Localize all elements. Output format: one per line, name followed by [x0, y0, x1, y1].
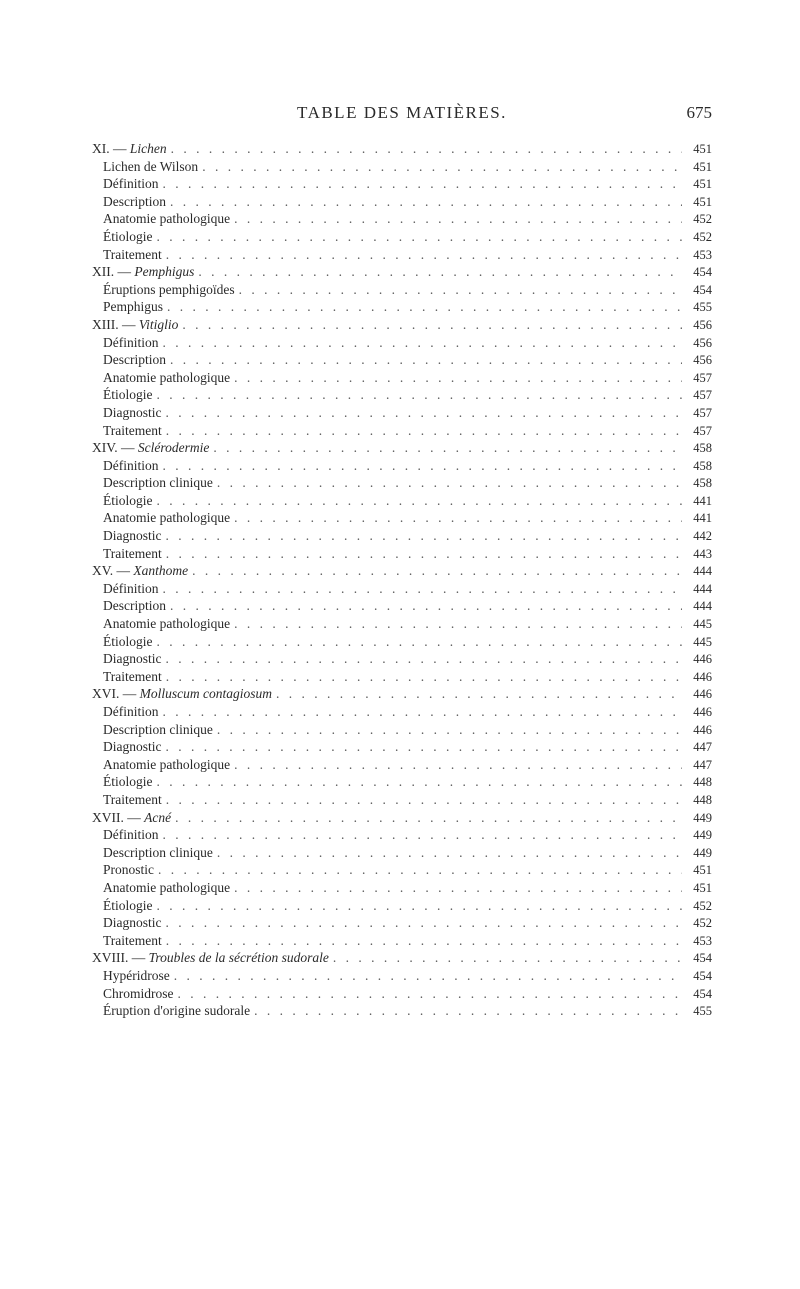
toc-entry: [92, 281, 712, 299]
toc-entry: [92, 756, 712, 774]
toc-entry-label: Définition: [103, 704, 159, 719]
chapter-number: XIII. —: [92, 316, 139, 332]
toc-page-number: 444: [693, 581, 712, 596]
toc-page-number: 444: [693, 599, 712, 614]
toc-entry-label: [92, 263, 194, 281]
chapter-title: Troubles de la sécrétion sudorale: [148, 950, 329, 966]
toc-entry: [92, 509, 712, 527]
dot-leader: [234, 615, 682, 633]
toc-page-number: 452: [693, 229, 712, 244]
toc-page-number: 457: [693, 388, 712, 403]
toc-entry-label: Étiologie: [103, 897, 153, 913]
dot-leader: [166, 650, 683, 668]
toc-entry: [92, 246, 712, 264]
dot-leader: [163, 703, 683, 721]
toc-entry: [92, 914, 712, 932]
toc-page-number: 448: [693, 775, 712, 790]
toc-page-number: 441: [693, 493, 712, 508]
toc-entry-label: Pronostic: [103, 862, 155, 878]
dot-leader: [202, 158, 682, 176]
toc-entry-label: Diagnostic: [103, 739, 162, 755]
dot-leader: [166, 527, 683, 545]
toc-entry-label: Définition: [103, 457, 159, 473]
toc-entry-label: [92, 949, 329, 967]
page-title: TABLE DES MATIÈRES.: [297, 103, 507, 122]
toc-entry: [92, 897, 712, 915]
toc-entry-label: Traitement: [103, 932, 162, 948]
dot-leader: [157, 492, 683, 510]
toc-entry: [92, 721, 712, 739]
toc-page-number: 457: [693, 370, 712, 385]
toc-page-number: 453: [693, 933, 712, 948]
toc-entry: [92, 298, 712, 316]
toc-page-number: 446: [693, 687, 712, 702]
chapter-number: XIV. —: [92, 440, 138, 456]
dot-leader: [174, 967, 682, 985]
toc-page-number: 451: [693, 863, 712, 878]
dot-leader: [234, 879, 682, 897]
toc-page-number: 441: [693, 511, 712, 526]
dot-leader: [167, 298, 682, 316]
toc-page-number: 442: [693, 529, 712, 544]
dot-leader: [163, 175, 683, 193]
dot-leader: [166, 404, 683, 422]
toc-chapter: [92, 140, 712, 158]
dot-leader: [254, 1002, 682, 1020]
toc-chapter: [92, 949, 712, 967]
toc-chapter: [92, 685, 712, 703]
toc-entry: [92, 615, 712, 633]
toc-entry: [92, 158, 712, 176]
dot-leader: [157, 773, 683, 791]
toc-entry: [92, 369, 712, 387]
toc-entry-label: Diagnostic: [103, 651, 162, 667]
toc-entry-label: Anatomie pathologique: [103, 756, 231, 772]
toc-page-number: 448: [693, 792, 712, 807]
toc-entry: [92, 474, 712, 492]
toc-page-number: 451: [693, 142, 712, 156]
toc-page-number: 458: [693, 458, 712, 473]
dot-leader: [166, 422, 682, 440]
toc-entry-label: Traitement: [103, 246, 162, 262]
toc-entry: [92, 773, 712, 791]
dot-leader: [166, 791, 682, 809]
toc-entry-label: Description clinique: [103, 844, 213, 860]
toc-page-number: 446: [693, 652, 712, 667]
toc-entry-label: Description: [103, 193, 166, 209]
toc-chapter: [92, 562, 712, 580]
toc-entry-label: Description: [103, 352, 166, 368]
chapter-title: Xanthome: [133, 563, 189, 579]
toc-page-number: 454: [693, 968, 712, 983]
dot-leader: [217, 844, 682, 862]
dot-leader: [182, 316, 682, 334]
dot-leader: [170, 351, 682, 369]
toc-entry-label: [92, 439, 209, 457]
toc-entry: [92, 351, 712, 369]
dot-leader: [175, 809, 682, 827]
toc-entry-label: Définition: [103, 827, 159, 843]
toc-page-number: 444: [693, 564, 712, 579]
dot-leader: [157, 897, 683, 915]
chapter-title: Lichen: [129, 141, 167, 156]
toc-entry: [92, 597, 712, 615]
toc-chapter: [92, 439, 712, 457]
toc-entry-label: Anatomie pathologique: [103, 616, 231, 632]
toc-page-number: 452: [693, 916, 712, 931]
dot-leader: [213, 439, 682, 457]
toc-entry: [92, 228, 712, 246]
chapter-number: XVIII. —: [92, 950, 149, 966]
toc-entry-label: Description: [103, 598, 166, 614]
dot-leader: [234, 369, 682, 387]
chapter-number: XI. —: [92, 141, 130, 156]
toc-entry-label: [92, 140, 167, 158]
toc-page-number: 454: [693, 986, 712, 1001]
toc-entry-label: Anatomie pathologique: [103, 211, 231, 227]
dot-leader: [239, 281, 682, 299]
dot-leader: [170, 597, 682, 615]
chapter-title: Sclérodermie: [137, 440, 210, 456]
toc-entry: [92, 492, 712, 510]
toc-page-number: 453: [693, 247, 712, 262]
toc-page-number: 458: [693, 441, 712, 456]
toc-page-number: 451: [693, 159, 712, 174]
toc-entry: [92, 457, 712, 475]
toc-entry-label: Description clinique: [103, 475, 213, 491]
toc-entry: [92, 633, 712, 651]
toc-page-number: 452: [693, 898, 712, 913]
toc-page-number: 454: [693, 265, 712, 280]
toc-entry-label: Anatomie pathologique: [103, 510, 231, 526]
toc-entry-label: Traitement: [103, 668, 162, 684]
toc-entry: [92, 193, 712, 211]
toc-entry: [92, 668, 712, 686]
toc-chapter: [92, 809, 712, 827]
toc-entry-label: Définition: [103, 580, 159, 596]
dot-leader: [234, 210, 682, 228]
toc-entry-label: Pemphigus: [103, 299, 164, 315]
toc-entry: [92, 844, 712, 862]
toc-entry-label: Étiologie: [103, 774, 153, 790]
chapter-title: Vitiglio: [138, 316, 179, 332]
toc-page-number: 456: [693, 353, 712, 368]
toc-entry-label: Traitement: [103, 545, 162, 561]
toc-entry-label: Étiologie: [103, 228, 153, 244]
toc-entry-label: Étiologie: [103, 387, 153, 403]
dot-leader: [166, 246, 682, 264]
toc-entry: [92, 791, 712, 809]
toc-entry: [92, 826, 712, 844]
dot-leader: [163, 826, 683, 844]
toc-entry: [92, 580, 712, 598]
toc-page-number: 455: [693, 1004, 712, 1019]
toc-page-number: 449: [693, 810, 712, 825]
dot-leader: [166, 738, 683, 756]
toc-entry: [92, 985, 712, 1003]
dot-leader: [163, 580, 683, 598]
toc-entry: [92, 527, 712, 545]
dot-leader: [157, 386, 683, 404]
toc-entry-label: Anatomie pathologique: [103, 369, 231, 385]
toc-chapter: [92, 263, 712, 281]
toc-page-number: 456: [693, 335, 712, 350]
toc-entry-label: Définition: [103, 176, 159, 192]
toc-entry-label: Diagnostic: [103, 528, 162, 544]
dot-leader: [171, 140, 682, 158]
toc-entry-label: Description clinique: [103, 721, 213, 737]
toc-entry: [92, 334, 712, 352]
toc-entry-label: Diagnostic: [103, 404, 162, 420]
toc-entry-label: Étiologie: [103, 633, 153, 649]
dot-leader: [158, 861, 682, 879]
toc-entry-label: Traitement: [103, 422, 162, 438]
table-of-contents: [92, 140, 712, 1020]
toc-entry: [92, 545, 712, 563]
toc-page-number: 451: [693, 177, 712, 192]
toc-page-number: 445: [693, 634, 712, 649]
toc-entry-label: Traitement: [103, 791, 162, 807]
toc-page-number: 446: [693, 722, 712, 737]
page-number: 675: [686, 103, 712, 122]
toc-entry-label: Chromidrose: [103, 985, 174, 1001]
toc-page-number: 449: [693, 828, 712, 843]
dot-leader: [276, 685, 682, 703]
toc-page-number: 445: [693, 617, 712, 632]
toc-entry-label: Lichen de Wilson: [103, 158, 199, 174]
toc-page-number: 452: [693, 212, 712, 227]
chapter-title: Pemphigus: [134, 264, 195, 280]
dot-leader: [234, 509, 682, 527]
dot-leader: [166, 932, 682, 950]
toc-page-number: 446: [693, 669, 712, 684]
chapter-number: XV. —: [92, 563, 134, 579]
toc-entry-label: [92, 685, 272, 703]
toc-entry: [92, 210, 712, 228]
toc-page-number: 447: [693, 740, 712, 755]
toc-page-number: 456: [693, 317, 712, 332]
dot-leader: [178, 985, 683, 1003]
dot-leader: [166, 914, 683, 932]
dot-leader: [170, 193, 682, 211]
toc-page-number: 443: [693, 546, 712, 561]
toc-entry: [92, 738, 712, 756]
toc-entry-label: Éruption d'origine sudorale: [103, 1003, 251, 1019]
toc-entry: [92, 650, 712, 668]
toc-entry-label: Diagnostic: [103, 915, 162, 931]
toc-entry: [92, 175, 712, 193]
chapter-number: XVII. —: [92, 809, 145, 825]
toc-entry: [92, 932, 712, 950]
dot-leader: [234, 756, 682, 774]
toc-entry-label: Hypéridrose: [103, 967, 170, 983]
page-header: [92, 103, 712, 131]
chapter-number: XVI. —: [92, 686, 140, 702]
toc-entry-label: [92, 809, 171, 827]
toc-page-number: 446: [693, 705, 712, 719]
chapter-number: XII. —: [92, 264, 135, 280]
dot-leader: [217, 721, 682, 739]
toc-entry-label: Anatomie pathologique: [103, 879, 231, 895]
toc-page-number: 454: [693, 951, 712, 966]
chapter-title: Molluscum contagiosum: [139, 686, 272, 702]
dot-leader: [198, 263, 682, 281]
dot-leader: [192, 562, 682, 580]
toc-entry-label: Éruptions pemphigoïdes: [103, 281, 235, 297]
toc-page-number: 457: [693, 423, 712, 438]
toc-entry-label: Définition: [103, 334, 159, 350]
dot-leader: [166, 668, 682, 686]
dot-leader: [166, 545, 682, 563]
dot-leader: [163, 334, 683, 352]
toc-chapter: [92, 316, 712, 334]
toc-entry-label: Étiologie: [103, 492, 153, 508]
toc-entry: [92, 386, 712, 404]
dot-leader: [157, 633, 683, 651]
toc-entry: [92, 967, 712, 985]
toc-entry: [92, 404, 712, 422]
toc-entry: [92, 861, 712, 879]
dot-leader: [333, 949, 682, 967]
toc-page-number: 457: [693, 405, 712, 420]
chapter-title: Acné: [144, 809, 172, 825]
toc-page-number: 454: [693, 282, 712, 297]
dot-leader: [157, 228, 683, 246]
dot-leader: [163, 457, 683, 475]
toc-page-number: 455: [693, 300, 712, 315]
toc-page-number: 451: [693, 880, 712, 895]
toc-entry-label: [92, 562, 188, 580]
toc-page-number: 458: [693, 476, 712, 491]
toc-page-number: 449: [693, 845, 712, 860]
toc-entry: [92, 879, 712, 897]
toc-entry: [92, 703, 712, 721]
toc-entry: [92, 422, 712, 440]
dot-leader: [217, 474, 682, 492]
toc-page-number: 451: [693, 194, 712, 209]
toc-page-number: 447: [693, 757, 712, 772]
toc-entry: [92, 1002, 712, 1020]
toc-entry-label: [92, 316, 178, 334]
